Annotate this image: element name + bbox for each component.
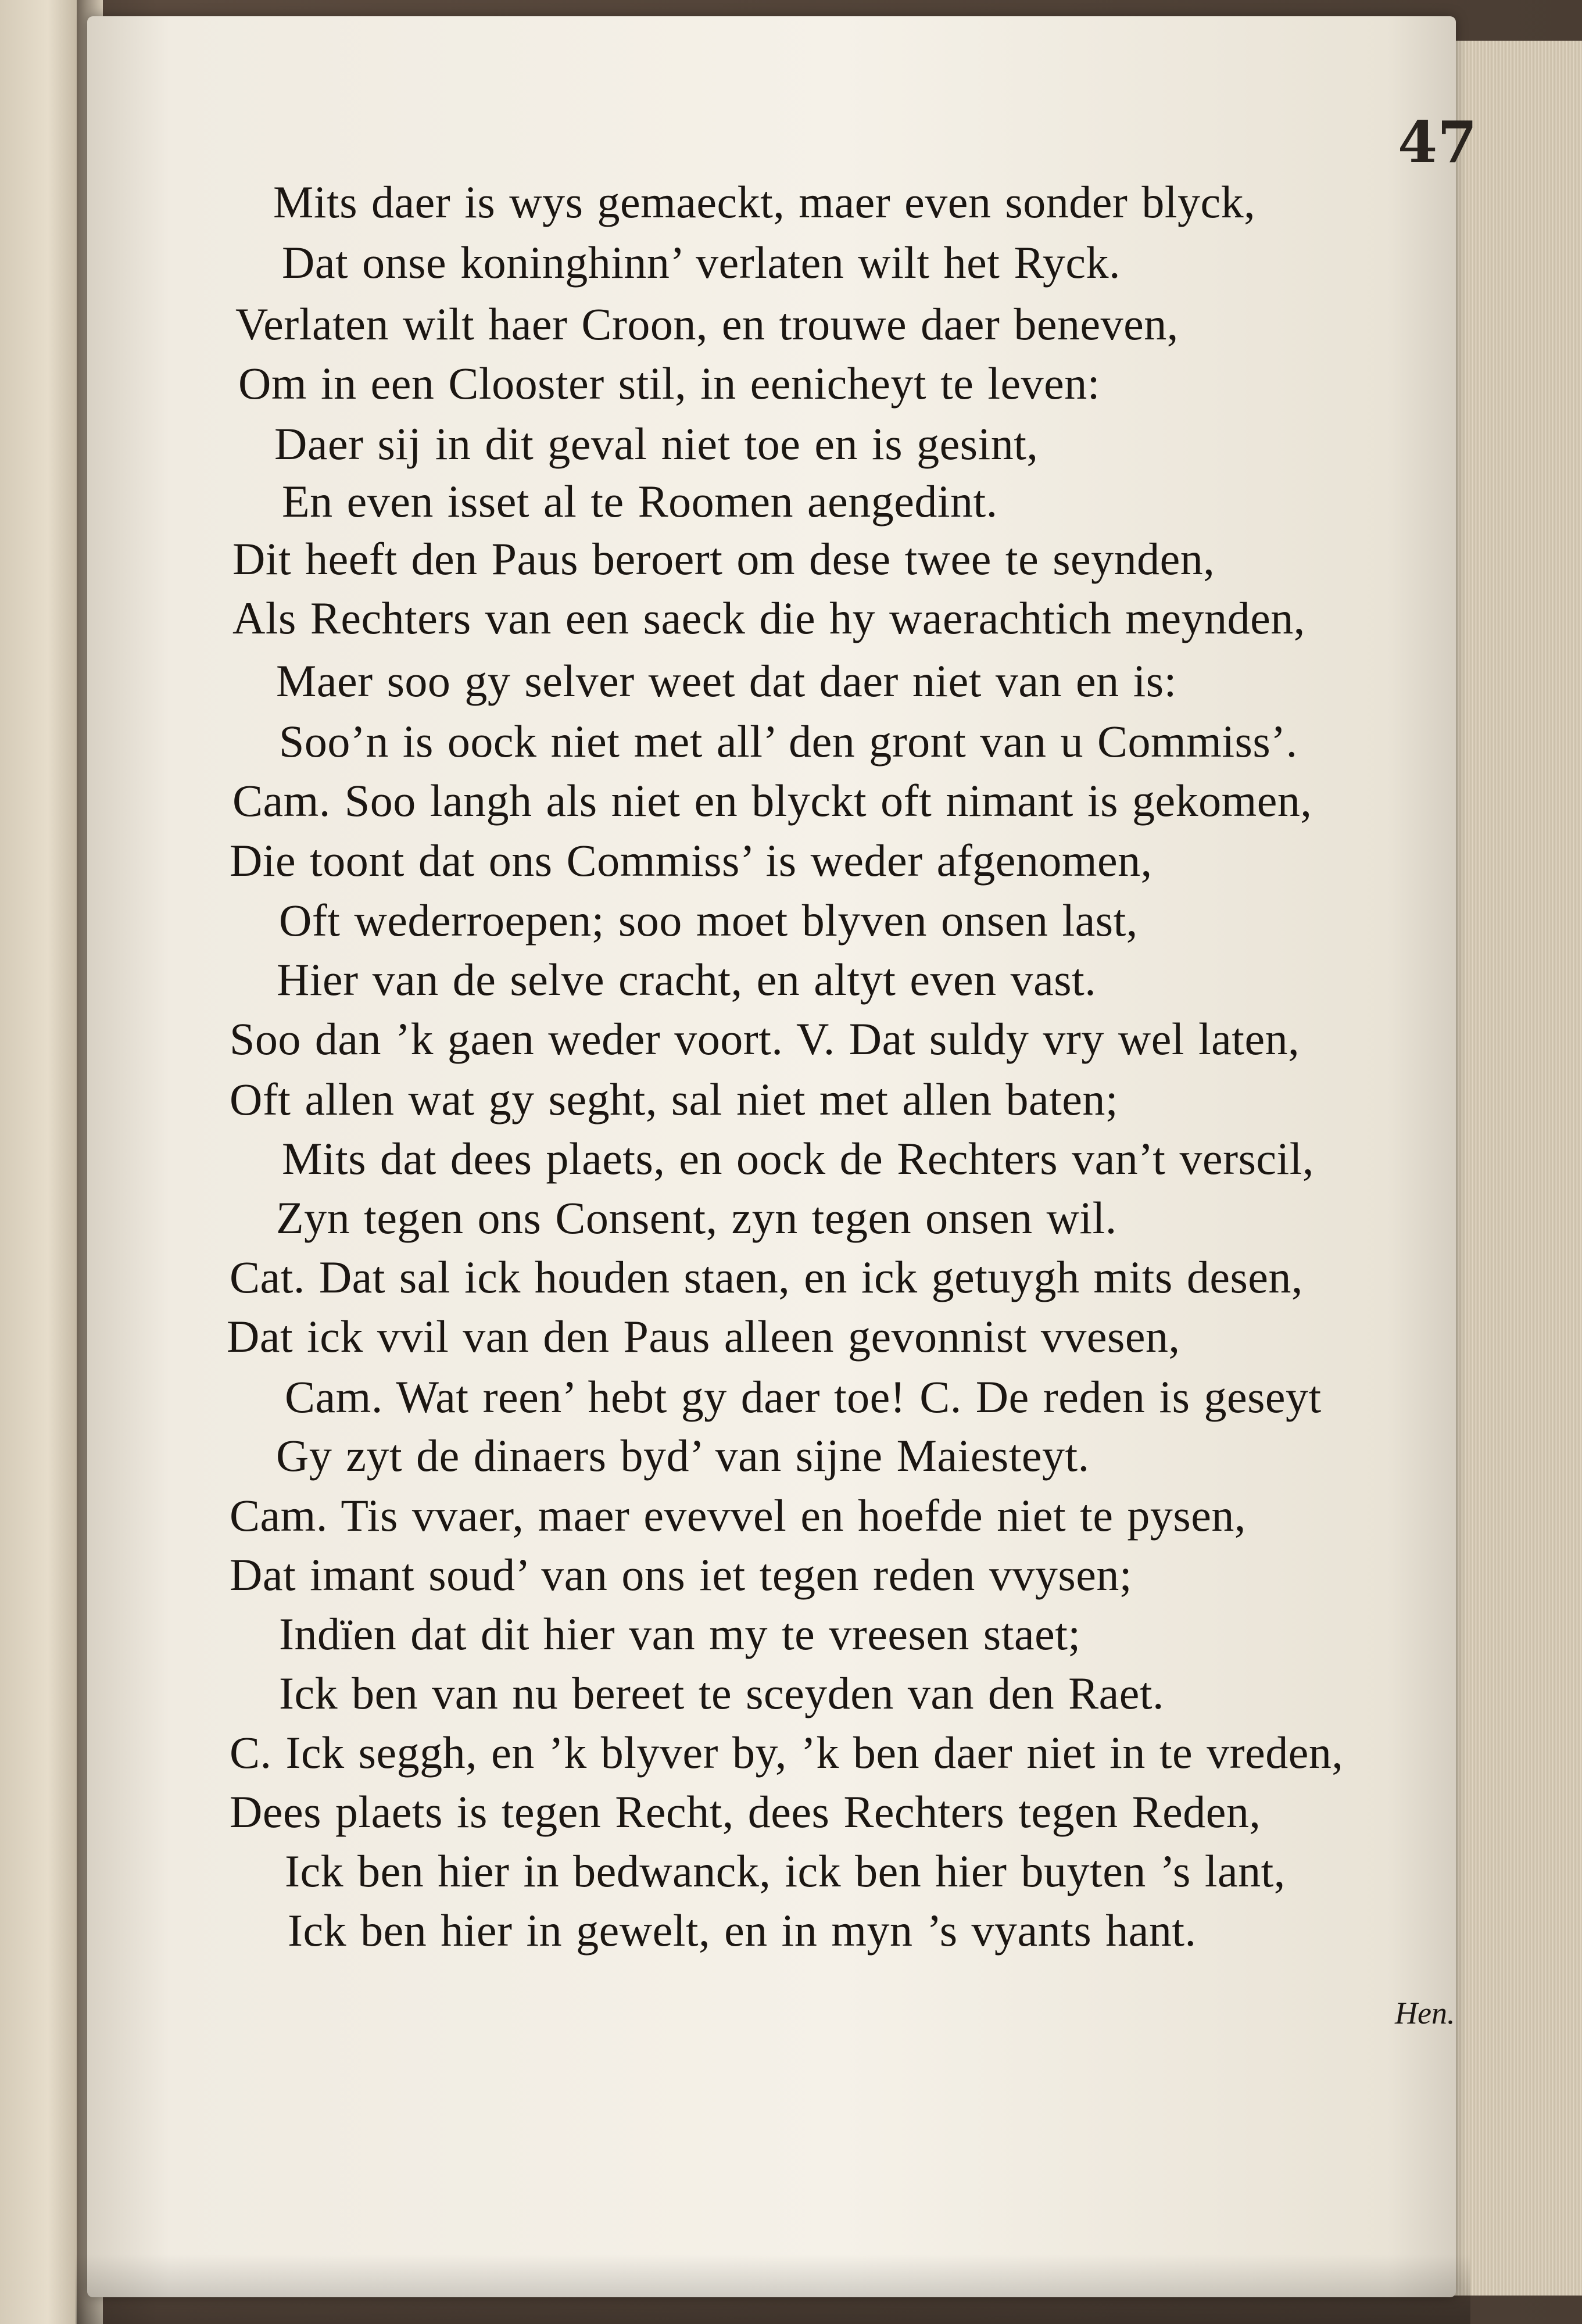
text-line: C. Ick seggh, en ’k blyver by, ’k ben daer niet in te vreden, [230, 1727, 1344, 1778]
text-line: Daer sij in dit geval niet toe en is gesint, [274, 418, 1039, 469]
text-line: Ick ben hier in gewelt, en in myn ’s vyants hant. [288, 1905, 1197, 1956]
text-line: Mits daer is wys gemaeckt, maer even sonder blyck, [273, 177, 1256, 227]
catchword: Hen. [1395, 1996, 1455, 2031]
text-line: Dat onse koninghinn’ verlaten wilt het Ryck. [282, 237, 1121, 288]
text-line: Hier van de selve cracht, en altyt even vast. [277, 954, 1097, 1005]
text-line: Ick ben hier in bedwanck, ick ben hier buyten ’s lant, [285, 1846, 1286, 1896]
text-line: Oft wederroepen; soo moet blyven onsen last, [279, 895, 1138, 946]
text-line: Die toont dat ons Commiss’ is weder afgenomen, [230, 835, 1153, 886]
text-line: Soo dan ’k gaen weder voort. V. Dat suldy vry wel laten, [230, 1014, 1300, 1064]
text-line: Verlaten wilt haer Croon, en trouwe daer beneven, [235, 299, 1179, 349]
text-line: Cam. Tis vvaer, maer evevvel en hoefde niet te pysen, [230, 1490, 1246, 1541]
text-line: Maer soo gy selver weet dat daer niet van en is: [276, 656, 1177, 706]
text-line: Mits dat dees plaets, en oock de Rechters van’t verscil, [282, 1133, 1314, 1184]
page-number: 47 [1398, 109, 1477, 176]
text-line: Dit heeft den Paus beroert om dese twee te seynden, [232, 533, 1215, 584]
printed-page [87, 16, 1477, 2297]
text-line: Als Rechters van een saeck die hy waerachtich meynden, [232, 593, 1305, 643]
text-line: En even isset al te Roomen aengedint. [282, 476, 998, 527]
text-line: Dees plaets is tegen Recht, dees Rechters tegen Reden, [230, 1786, 1261, 1837]
text-line: Dat ick vvil van den Paus alleen gevonnist vvesen, [227, 1311, 1180, 1362]
text-line: Dat imant soud’ van ons iet tegen reden vvysen; [230, 1549, 1133, 1600]
text-line: Cam. Soo langh als niet en blyckt oft nimant is gekomen, [232, 775, 1312, 826]
poem-text-block [87, 173, 1418, 2091]
text-line: Oft allen wat gy seght, sal niet met allen baten; [230, 1074, 1119, 1125]
text-line: Zyn tegen ons Consent, zyn tegen onsen wil. [276, 1193, 1117, 1243]
bottom-shadow [76, 2254, 1470, 2324]
text-line: Soo’n is oock niet met all’ den gront van u Commiss’. [279, 716, 1298, 767]
text-line: Cat. Dat sal ick houden staen, en ick getuygh mits desen, [230, 1252, 1303, 1302]
text-line: Gy zyt de dinaers byd’ van sijne Maiesteyt. [276, 1430, 1090, 1481]
text-line: Cam. Wat reen’ hebt gy daer toe! C. De reden is geseyt [285, 1372, 1322, 1422]
text-line: Indïen dat dit hier van my te vreesen staet; [279, 1609, 1081, 1659]
page-stack-edge [1447, 41, 1582, 2296]
text-line: Ick ben van nu bereet te sceyden van den Raet. [279, 1668, 1165, 1718]
text-line: Om in een Clooster stil, in eenicheyt te leven: [238, 358, 1100, 409]
